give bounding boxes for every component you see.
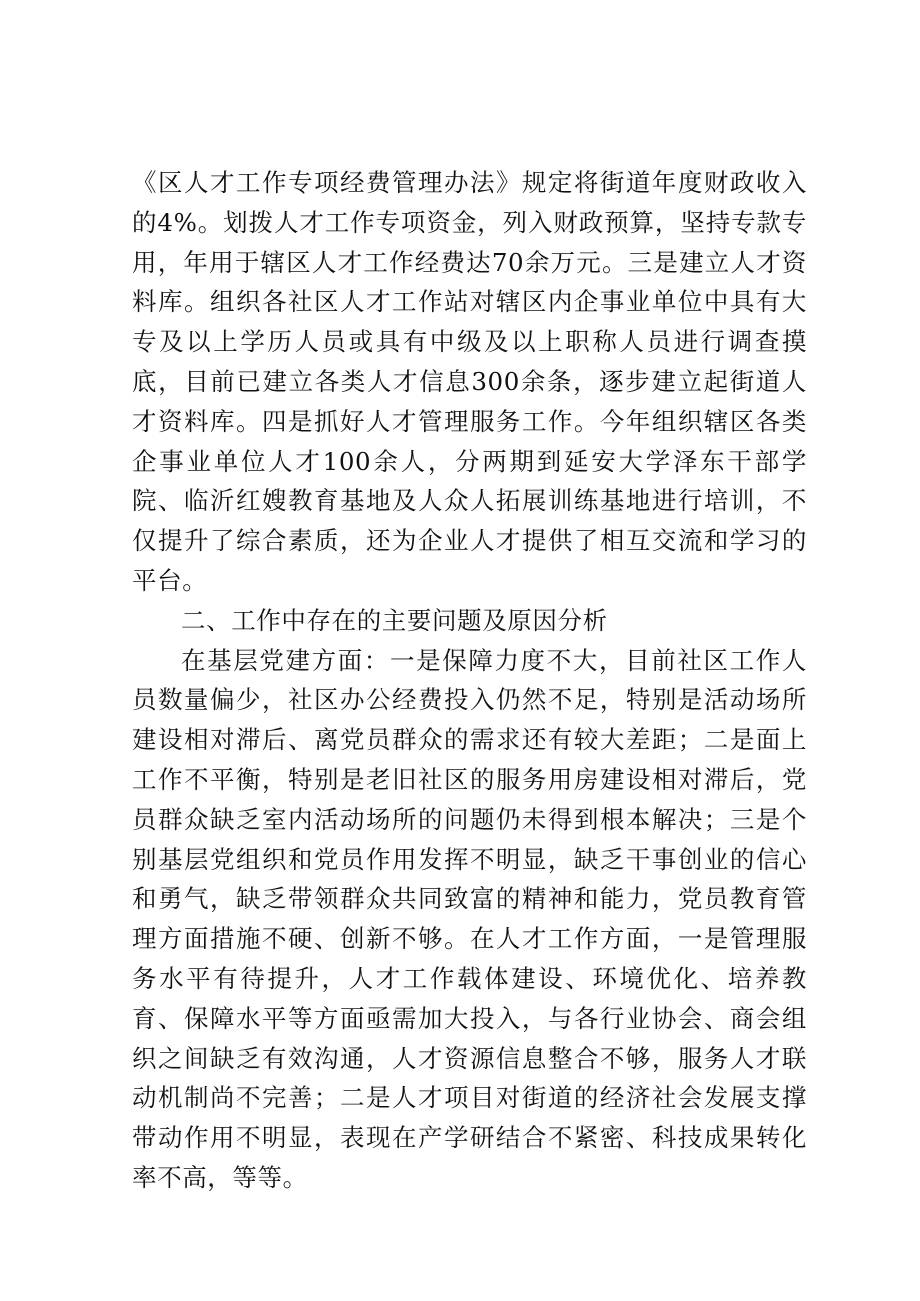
paragraph-continuation: 《区人才工作专项经费管理办法》规定将街道年度财政收入的4%。划拨人才工作专项资金，列入财政预算，坚持专款专用，年用于辖区人才工作经费达70余万元。三是建立人才资料库。组织各社区人才工作站对辖区内企事业单位中具有大专及以上学历人员或具有中级及以上职称人员进行调查摸底，目前已建立各类人才信息300余条，逐步建立起街道人才资料库。四是抓好人才管理服务工作。今年组织辖区各类企事业单位人才100余人，分两期到延安大学泽东干部学院、临沂红嫂教育基地及人众人拓展训练基地进行培训，不仅提升了综合素质，还为企业人才提供了相互交流和学习的平台。 xyxy=(132,168,807,595)
document-body xyxy=(132,163,807,1198)
paragraph-problems: 在基层党建方面：一是保障力度不大，目前社区工作人员数量偏少，社区办公经费投入仍然不足，特别是活动场所建设相对滞后、离党员群众的需求还有较大差距；二是面上工作不平衡，特别是老旧社区的服务用房建设相对滞后，党员群众缺乏室内活动场所的问题仍未得到根本解决；三是个别基层党组织和党员作用发挥不明显，缺乏干事创业的信心和勇气，缺乏带领群众共同致富的精神和能力，党员教育管理方面措施不硬、创新不够。在人才工作方面，一是管理服务水平有待提升，人才工作载体建设、环境优化、培养教育、保障水平等方面亟需加大投入，与各行业协会、商会组织之间缺乏有效沟通，人才资源信息整合不够，服务人才联动机制尚不完善；二是人才项目对街道的经济社会发展支撑带动作用不明显，表现在产学研结合不紧密、科技成果转化率不高，等等。 xyxy=(132,645,807,1192)
section-heading: 二、工作中存在的主要问题及原因分析 xyxy=(181,605,608,635)
